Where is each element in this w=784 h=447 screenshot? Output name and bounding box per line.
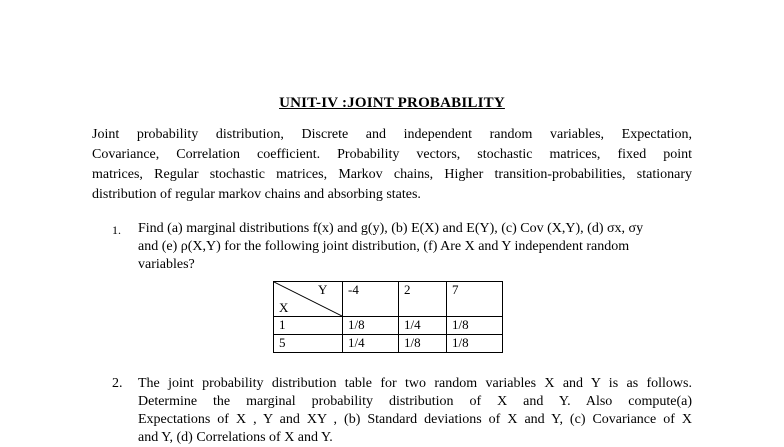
- question-line: Find (a) marginal distributions f(x) and g(y), (b) E(X) and E(Y), (c) Cov (X,Y), (d) σx, σy: [138, 221, 644, 236]
- table-cell: 1/8: [447, 335, 503, 353]
- row-header: 5: [274, 335, 343, 353]
- question-number: 1.: [112, 223, 121, 237]
- question-line: Expectations of X , Y and XY , (b) Standard deviations of X and Y, (c) Covariance of X: [138, 412, 692, 427]
- table-header-row: [274, 282, 503, 317]
- column-header: 2: [399, 282, 447, 317]
- table-cell: 1/8: [343, 317, 399, 335]
- question-text: [138, 220, 712, 274]
- x-variable-label: X: [279, 300, 289, 315]
- question-number: 2.: [112, 376, 123, 391]
- y-variable-label: Y: [318, 282, 328, 297]
- intro-line: matrices, Regular stochastic matrices, Markov chains, Higher transition-probabilities, stationary: [92, 167, 692, 182]
- question-line: The joint probability distribution table for two random variables X and Y is as follows.: [138, 376, 692, 391]
- question-line: variables?: [138, 257, 195, 272]
- table-cell: 1/8: [399, 335, 447, 353]
- question-line: Determine the marginal probability distribution of X and Y. Also compute(a): [138, 394, 692, 409]
- table-cell: 1/4: [343, 335, 399, 353]
- syllabus-paragraph: [92, 125, 692, 205]
- intro-line: Joint probability distribution, Discrete and independent random variables, Expectation,: [92, 127, 692, 142]
- question-line: and Y, (d) Correlations of X and Y.: [138, 430, 333, 445]
- column-header: 7: [447, 282, 503, 317]
- table-cell: 1/4: [399, 317, 447, 335]
- joint-distribution-table: [273, 281, 503, 353]
- question-line: and (e) ρ(X,Y) for the following joint distribution, (f) Are X and Y independent random: [138, 239, 630, 254]
- table-cell: 1/8: [447, 317, 503, 335]
- table-corner-cell: [274, 282, 343, 317]
- column-header: -4: [343, 282, 399, 317]
- intro-line: distribution of regular markov chains and absorbing states.: [92, 187, 421, 202]
- question-text: [138, 375, 692, 447]
- row-header: 1: [274, 317, 343, 335]
- page-title: UNIT-IV :JOINT PROBABILITY: [279, 95, 505, 111]
- table-row: [274, 335, 503, 353]
- table-row: [274, 317, 503, 335]
- intro-line: Covariance, Correlation coefficient. Probability vectors, stochastic matrices, fixed point: [92, 147, 692, 162]
- question-2: [112, 375, 692, 447]
- question-1: [112, 220, 712, 274]
